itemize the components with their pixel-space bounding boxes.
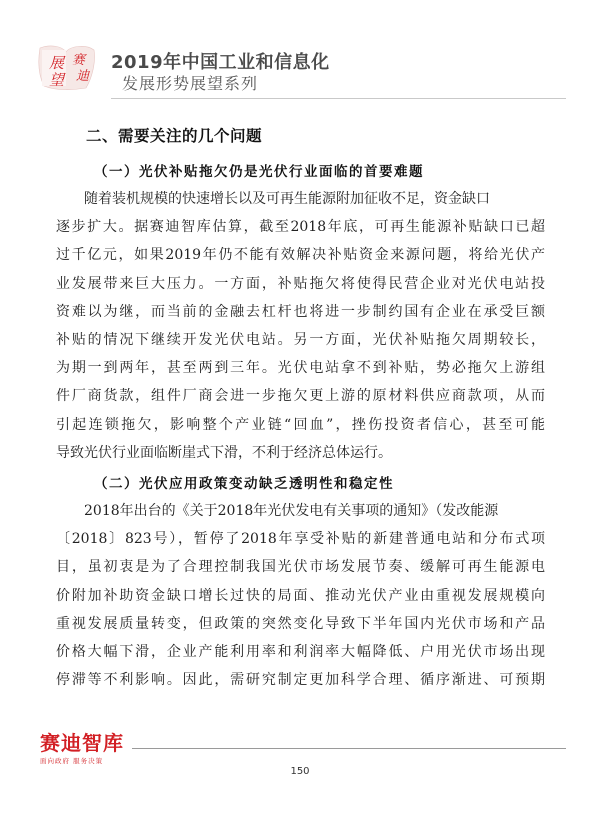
page-number: 150 bbox=[290, 766, 310, 777]
body-line: 价格大幅下滑，企业产能利用率和利润率大幅降低、户用光伏市场出现 bbox=[56, 643, 545, 660]
footer-brand-logo bbox=[40, 732, 124, 765]
footer-brand-name: 赛迪智库 bbox=[40, 731, 124, 755]
section-heading: 二、需要关注的几个问题 bbox=[86, 127, 263, 145]
subsection-heading-2: （二）光伏应用政策变动缺乏透明性和稳定性 bbox=[94, 476, 394, 492]
header-divider bbox=[111, 98, 566, 99]
svg-text:展: 展 bbox=[49, 54, 65, 72]
subsection-2-body bbox=[56, 497, 545, 694]
body-line: 补贴的情况下继续开发光伏电站。另一方面，光伏补贴拖欠周期较长， bbox=[56, 331, 545, 348]
subsection-heading-1: （一）光伏补贴拖欠仍是光伏行业面临的首要难题 bbox=[94, 164, 424, 180]
svg-text:赛: 赛 bbox=[72, 53, 86, 68]
body-line: 目，虽初衷是为了合理控制我国光伏市场发展节奏、缓解可再生能源电 bbox=[56, 559, 545, 576]
body-line: 为期一到两年，甚至两到三年。光伏电站拿不到补贴，势必拖欠上游组 bbox=[56, 360, 545, 377]
header-subtitle: 发展形势展望系列 bbox=[122, 74, 259, 93]
svg-text:望: 望 bbox=[49, 71, 65, 89]
body-line: 引起连锁拖欠，影响整个产业链“回血”，挫伤投资者信心，甚至可能 bbox=[56, 416, 545, 433]
body-line: 逐步扩大。据赛迪智库估算，截至2018年底，可再生能源补贴缺口已超 bbox=[56, 219, 545, 236]
body-line: 件厂商货款，组件厂商会进一步拖欠更上游的原材料供应商款项，从而 bbox=[56, 388, 545, 405]
body-line: 业发展带来巨大压力。一方面，补贴拖欠将使得民营企业对光伏电站投 bbox=[56, 275, 545, 292]
body-line: 价附加补助资金缺口增长过快的局面、推动光伏产业由重视发展规模向 bbox=[56, 587, 545, 604]
body-line: 停滞等不利影响。因此，需研究制定更加科学合理、循序渐进、可预期 bbox=[56, 672, 545, 689]
body-line: 导致光伏行业面临断崖式下滑，不利于经济总体运行。 bbox=[56, 444, 392, 461]
body-line: 重视发展质量转变，但政策的突然变化导致下半年国内光伏市场和产品 bbox=[56, 615, 545, 632]
footer-tagline: 面向政府 服务决策 bbox=[40, 757, 104, 765]
svg-text:迪: 迪 bbox=[76, 69, 90, 84]
ccid-seal-logo bbox=[36, 42, 98, 92]
body-line: 资难以为继，而当前的金融去杠杆也将进一步制约国有企业在承受巨额 bbox=[56, 303, 545, 320]
footer-divider bbox=[132, 748, 566, 749]
body-line: 过千亿元，如果2019年仍不能有效解决补贴资金来源问题，将给光伏产 bbox=[56, 247, 545, 264]
body-line: 2018年出台的《关于2018年光伏发电有关事项的通知》（发改能源 bbox=[84, 503, 499, 519]
subsection-1-body bbox=[56, 185, 545, 467]
body-line: 随着装机规模的快速增长以及可再生能源附加征收不足，资金缺口 bbox=[84, 191, 490, 207]
body-line: 〔2018〕823号），暂停了2018年享受补贴的新建普通电站和分布式项 bbox=[56, 531, 545, 548]
header-title: 2019年中国工业和信息化 bbox=[111, 52, 330, 73]
